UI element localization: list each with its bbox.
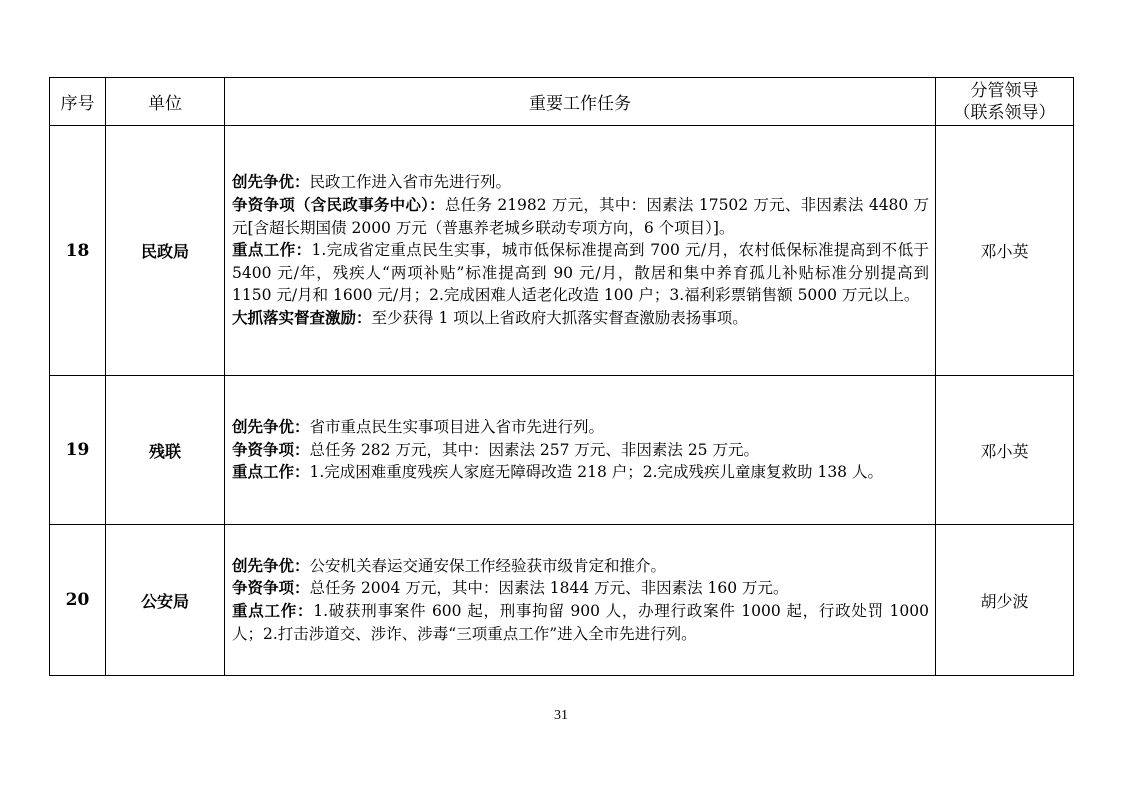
task-line [232, 194, 929, 239]
row-unit: 公安局 [106, 525, 225, 676]
task-label: 重点工作： [232, 463, 310, 482]
header-tasks: 重要工作任务 [225, 78, 936, 126]
task-label: 创先争优： [232, 173, 310, 192]
row-leader: 邓小英 [936, 376, 1074, 525]
header-leader-line2: （联系领导） [953, 102, 1056, 123]
table-row [50, 126, 1074, 376]
header-leader-line1: 分管领导 [970, 80, 1039, 101]
page-number: 31 [554, 708, 568, 723]
row-number: 18 [50, 126, 106, 376]
header-leader [936, 78, 1074, 126]
task-line [232, 439, 929, 462]
task-line [232, 171, 929, 194]
row-unit: 残联 [106, 376, 225, 525]
task-text: 总任务 21982 万元，其中：因素法 17502 万元、非因素法 4480 万元[含超长期国债 2000 万元（普惠养老城乡联动专项方向，6 个项目）]。 [232, 196, 929, 237]
task-text: 省市重点民生实事项目进入省市先进行列。 [309, 418, 605, 437]
task-line [232, 461, 929, 484]
header-seq: 序号 [50, 78, 106, 126]
task-label: 重点工作： [232, 602, 314, 620]
task-line [232, 600, 929, 645]
task-line [232, 577, 929, 600]
row-leader: 胡少波 [936, 525, 1074, 676]
row-tasks [225, 525, 936, 676]
task-label: 争资争项： [232, 440, 310, 459]
task-label: 创先争优： [232, 556, 310, 575]
task-text: 1.完成困难重度残疾人家庭无障碍改造 218 户；2.完成残疾儿童康复救助 138 人。 [309, 463, 883, 482]
task-label: 创先争优： [232, 418, 310, 437]
task-line [232, 239, 929, 307]
table-row [50, 376, 1074, 525]
task-text: 公安机关春运交通安保工作经验获市级肯定和推介。 [309, 556, 667, 575]
task-text: 总任务 2004 万元，其中：因素法 1844 万元、非因素法 160 万元。 [309, 579, 789, 598]
task-text: 总任务 282 万元，其中：因素法 257 万元、非因素法 25 万元。 [309, 440, 759, 459]
task-text: 至少获得 1 项以上省政府大抓落实督查激励表扬事项。 [371, 308, 748, 327]
header-unit: 单位 [106, 78, 225, 126]
row-number: 19 [50, 376, 106, 525]
task-label: 大抓落实督查激励： [232, 308, 372, 327]
task-line [232, 416, 929, 439]
table-header-row [50, 78, 1074, 126]
task-text: 民政工作进入省市先进行列。 [309, 173, 512, 192]
task-text: 1.完成省定重点民生实事，城市低保标准提高到 700 元/月，农村低保标准提高到不低于 5400 元/年，残疾人“两项补贴”标准提高到 90 元/月，散居和集中养育孤儿补贴标准分别提高到 1150 元/月和 1600 元/月；2.完成困难人适老化改造 100 户；3.福利彩票销售额 5000 万元以上。 [232, 241, 929, 305]
row-number: 20 [50, 525, 106, 676]
task-label: 重点工作： [232, 241, 312, 260]
task-line [232, 555, 929, 578]
task-label: 争资争项（含民政事务中心）： [232, 196, 445, 215]
row-tasks [225, 126, 936, 376]
task-table [49, 77, 1074, 676]
row-unit: 民政局 [106, 126, 225, 376]
task-line [232, 307, 929, 330]
table-row [50, 525, 1074, 676]
row-tasks [225, 376, 936, 525]
row-leader: 邓小英 [936, 126, 1074, 376]
task-text: 1.破获刑事案件 600 起，刑事拘留 900 人，办理行政案件 1000 起，行政处罚 1000 人；2.打击涉道交、涉诈、涉毒“三项重点工作”进入全市先进行列。 [232, 602, 929, 643]
task-label: 争资争项： [232, 579, 310, 598]
